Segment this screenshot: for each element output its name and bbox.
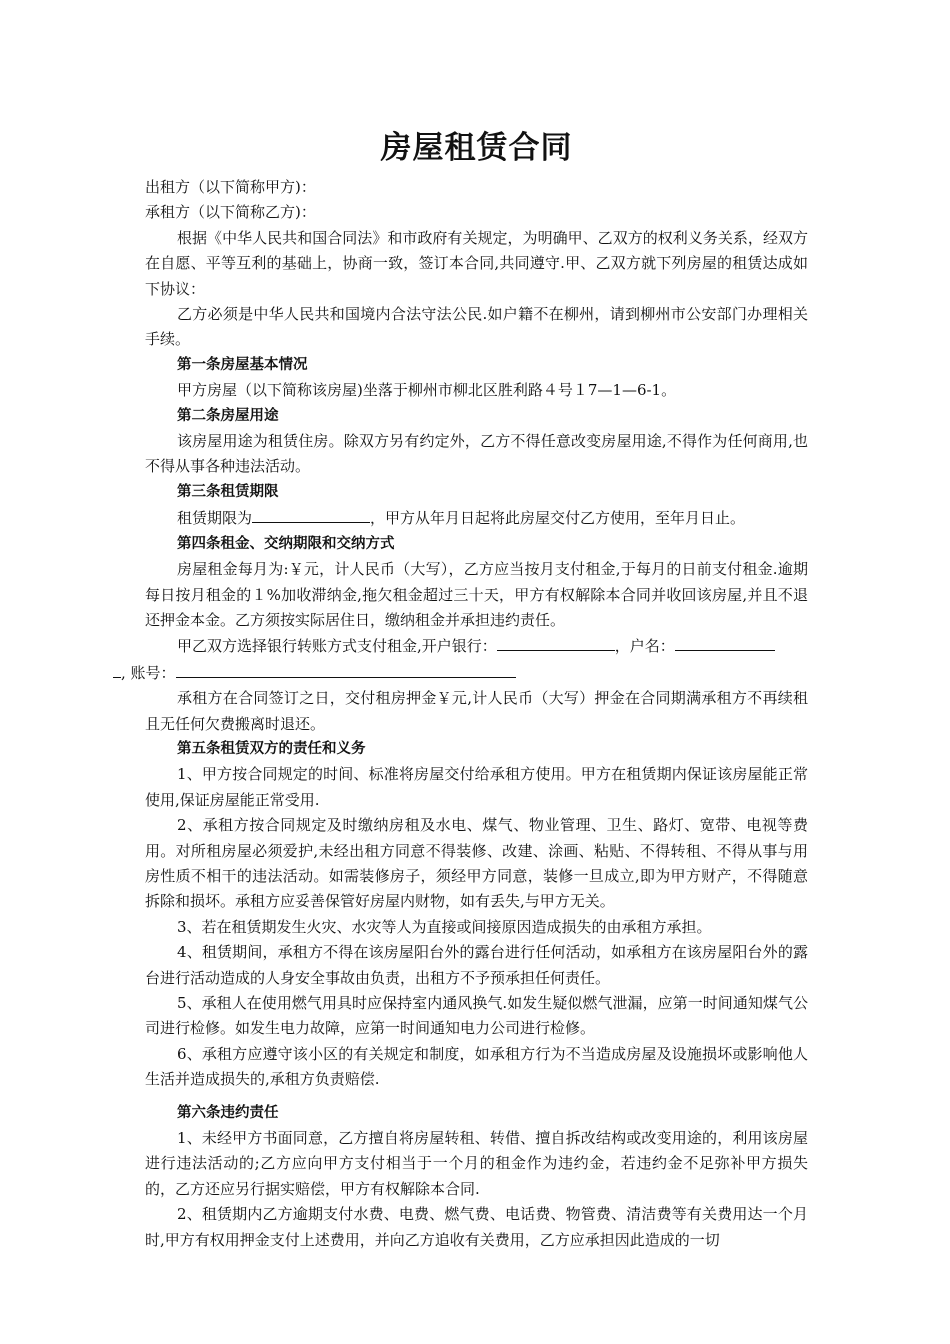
section-2-text: 该房屋用途为租赁住房。除双方另有约定外，乙方不得任意改变房屋用途,不得作为任何商用,也不得从事各种违法活动。	[145, 432, 808, 476]
lease-term-rest: ，甲方从年月日起将此房屋交付乙方使用，至年月日止。	[370, 509, 746, 528]
rent-paragraph: 房屋租金每月为:￥元，计人民币（大写），乙方应当按月支付租金,于每月的日前支付租金.逾期每日按月租金的１%加收滞纳金,拖欠租金超过三十天，甲方有权解除本合同并收回该房屋,并且不退还押金本金。乙方须按实际居住日，缴纳租金并承担违约责任。	[145, 560, 808, 629]
section-1-heading: 第一条房屋基本情况	[177, 356, 308, 373]
bank-paragraph	[121, 633, 808, 686]
section-3-heading: 第三条租赁期限	[177, 483, 279, 500]
section-6-item: 2、租赁期内乙方逾期支付水费、电费、燃气费、电话费、物管费、清洁费等有关费用达一个月时,甲方有权用押金支付上述费用，并向乙方追收有关费用，乙方应承担因此造成的一切	[145, 1205, 808, 1249]
account-number-label: , 账号：	[121, 663, 176, 682]
section-5-item: 1、甲方按合同规定的时间、标准将房屋交付给承租方使用。甲方在租赁期内保证该房屋能正常使用,保证房屋能正常受用.	[145, 765, 808, 809]
bank-label: 甲乙双方选择银行转账方式支付租金,开户银行：	[177, 637, 497, 656]
intro-paragraph: 根据《中华人民共和国合同法》和市政府有关规定，为明确甲、乙双方的权利义务关系，经双方在自愿、平等互利的基础上，协商一致，签订本合同,共同遵守.甲、乙双方就下列房屋的租赁达成如下协议：	[145, 228, 808, 298]
section-1-text: 甲方房屋（以下简称该房屋)坐落于柳州市柳北区胜利路４号１7—1—6-1。	[177, 381, 677, 400]
lessee-line: 承租方（以下简称乙方)：	[145, 203, 316, 222]
lease-term-blank	[252, 505, 370, 523]
account-name-blank-cont	[113, 660, 121, 678]
deposit-paragraph: 承租方在合同签订之日，交付租房押金￥元,计人民币（大写）押金在合同期满承租方不再续租且无任何欠费搬离时退还。	[145, 689, 808, 733]
account-number-blank	[176, 660, 516, 678]
section-6-item: 1、未经甲方书面同意，乙方擅自将房屋转租、转借、擅自拆改结构或改变用途的，利用该房屋进行违法活动的;乙方应向甲方支付相当于一个月的租金作为违约金，若违约金不足弥补甲方损失的，乙方还应另行据实赔偿，甲方有权解除本合同.	[145, 1129, 808, 1198]
bank-name-blank	[497, 633, 615, 651]
section-5-item: 6、承租方应遵守该小区的有关规定和制度，如承租方行为不当造成房屋及设施损坏或影响他人生活并造成损失的,承租方负责赔偿.	[145, 1044, 808, 1089]
lease-term-label: 租赁期限为	[177, 509, 253, 528]
section-5-item: 4、租赁期间，承租方不得在该房屋阳台外的露台进行任何活动，如承租方在该房屋阳台外的露台进行活动造成的人身安全事故由负责，出租方不予预承担任何责任。	[145, 943, 808, 987]
section-5-item: 2、承租方按合同规定及时缴纳房租及水电、煤气、物业管理、卫生、路灯、宽带、电视等费用。对所租房屋必须爱护,未经出租方同意不得装修、改建、涂画、粘贴、不得转租、不得从事与用房性质不相干的违法活动。如需装修房子，须经甲方同意，装修一旦成立,即为甲方财产，不得随意拆除和损坏。承租方应妥善保管好房屋内财物，如有丢失,与甲方无关。	[145, 816, 808, 911]
residency-paragraph: 乙方必须是中华人民共和国境内合法守法公民.如户籍不在柳州，请到柳州市公安部门办理相关手续。	[145, 305, 808, 349]
section-4-heading: 第四条租金、交纳期限和交纳方式	[177, 535, 395, 552]
account-name-blank	[675, 633, 775, 651]
section-5-item: 5、承租人在使用燃气用具时应保持室内通风换气.如发生疑似燃气泄漏，应第一时间通知煤气公司进行检修。如发生电力故障，应第一时间通知电力公司进行检修。	[145, 994, 808, 1038]
section-3-text	[145, 505, 808, 531]
account-name-label: ，户名：	[614, 637, 675, 656]
section-2-heading: 第二条房屋用途	[177, 407, 279, 424]
document-title: 房屋租赁合同	[380, 130, 573, 166]
section-5-heading: 第五条租赁双方的责任和义务	[177, 740, 366, 757]
section-5-item: 3、若在租赁期发生火灾、水灾等人为直接或间接原因造成损失的由承租方承担。	[177, 917, 712, 936]
lessor-line: 出租方（以下简称甲方)：	[145, 178, 316, 196]
spacer	[145, 1093, 808, 1101]
section-6-heading: 第六条违约责任	[177, 1104, 279, 1121]
contract-page	[121, 125, 808, 1253]
